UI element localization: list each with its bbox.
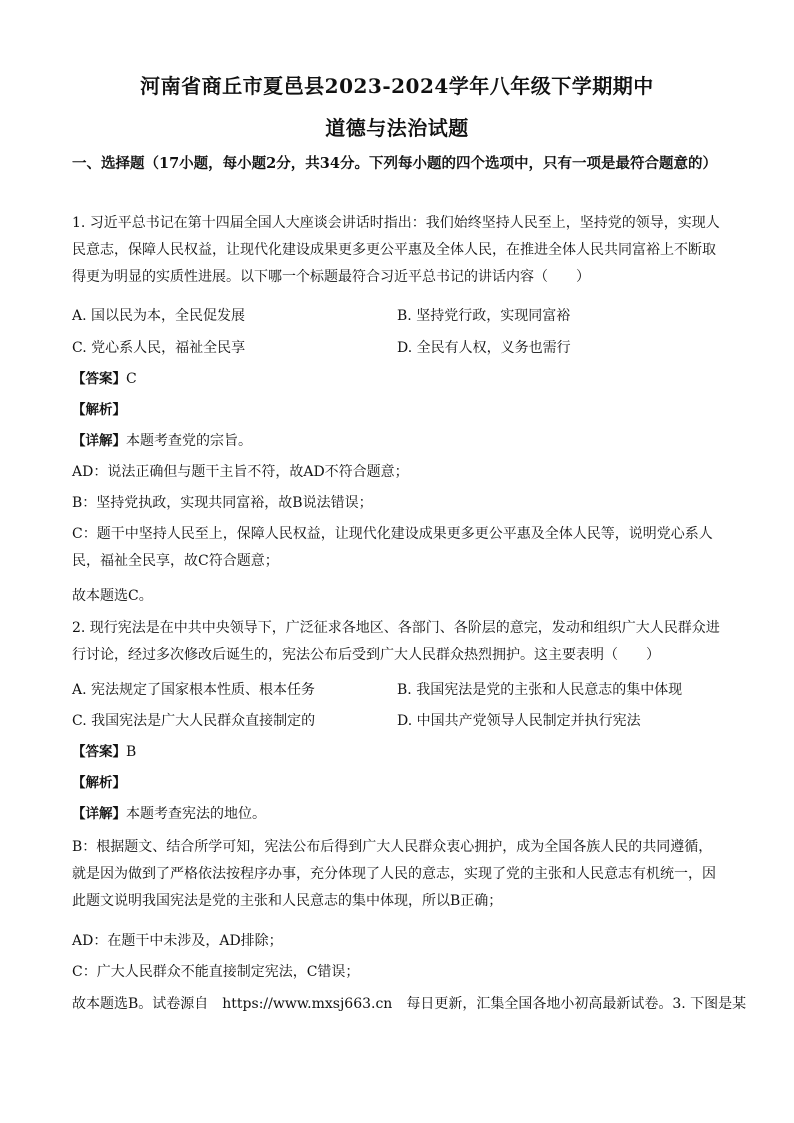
question-1-option-a: A. 国以民为本，全民促发展 xyxy=(72,308,246,324)
question-2-explanation-c: C：广大人民群众不能直接制定宪法，C错误； xyxy=(72,964,360,980)
answer-value: C xyxy=(126,371,137,387)
exam-title: 河南省商丘市夏邑县2023-2024学年八年级下学期期中 xyxy=(140,74,654,98)
question-2-answer xyxy=(72,739,722,766)
question-1-explanation-c: C：题干中坚持人民至上，保障人民权益，让现代化建设成果更多更公平惠及全体人民等，说明党心系人民，福祉全民享，故C符合题意； xyxy=(72,526,713,569)
answer-tag: 【答案】 xyxy=(72,371,126,387)
question-1-option-d: D. 全民有人权，义务也需行 xyxy=(397,340,571,356)
section-heading: 一、选择题（17小题，每小题2分，共34分。下列每小题的四个选项中，只有一项是最符合题意的） xyxy=(72,155,717,172)
question-2-conclusion-with-source: 故本题选B。试卷源自 https://www.mxsj663.cn 每日更新，汇集全国各地小初高最新试卷。3. 下图是某 xyxy=(72,996,747,1012)
question-1-explanation-ad: AD：说法正确但与题干主旨不符，故AD不符合题意； xyxy=(72,464,409,480)
question-2-option-a: A. 宪法规定了国家根本性质、根本任务 xyxy=(72,682,316,698)
question-1-stem: 1. 习近平总书记在第十四届全国人大座谈会讲话时指出：我们始终坚持人民至上，坚持党的领导，实现人民意志，保障人民权益，让现代化建设成果更多更公平惠及全体人民，在推进全体人民共同富裕上不断取得更为明显的实质性进展。以下哪一个标题最符合习近平总书记的讲话内容（ ） xyxy=(72,215,720,285)
answer-tag: 【答案】 xyxy=(72,744,126,760)
detail-text: 本题考查宪法的地位。 xyxy=(126,806,266,822)
analysis-tag: 【解析】 xyxy=(72,402,126,418)
question-2-analysis-tag xyxy=(72,770,722,797)
detail-text: 本题考查党的宗旨。 xyxy=(126,433,252,449)
question-1-option-b: B. 坚持党行政，实现同富裕 xyxy=(397,308,571,324)
analysis-tag: 【解析】 xyxy=(72,775,126,791)
question-1-detail xyxy=(72,428,722,455)
question-1-conclusion: 故本题选C。 xyxy=(72,588,153,604)
answer-value: B xyxy=(126,744,137,760)
question-2-explanation-b: B：根据题文、结合所学可知，宪法公布后得到广大人民群众衷心拥护，成为全国各族人民的共同遵循，就是因为做到了严格依法按程序办事，充分体现了人民的意志，实现了党的主张和人民意志有机统一，因此题文说明我国宪法是党的主张和人民意志的集中体现，所以B正确； xyxy=(72,839,716,909)
detail-tag: 【详解】 xyxy=(72,433,126,449)
detail-tag: 【详解】 xyxy=(72,806,126,822)
question-2-option-d: D. 中国共产党领导人民制定并执行宪法 xyxy=(397,713,641,729)
question-1-option-c: C. 党心系人民，福祉全民享 xyxy=(72,340,246,356)
question-2-option-c: C. 我国宪法是广大人民群众直接制定的 xyxy=(72,713,316,729)
question-2-option-b: B. 我国宪法是党的主张和人民意志的集中体现 xyxy=(397,682,683,698)
question-1-analysis-tag xyxy=(72,397,722,424)
question-2-stem: 2. 现行宪法是在中共中央领导下，广泛征求各地区、各部门、各阶层的意完，发动和组织广大人民群众进行讨论，经过多次修改后诞生的，宪法公布后受到广大人民群众热烈拥护。这主要表明（ ） xyxy=(72,620,720,663)
question-2-explanation-ad: AD：在题干中未涉及，AD排除； xyxy=(72,933,283,949)
question-1-answer xyxy=(72,366,722,393)
question-1-explanation-b: B：坚持党执政，实现共同富裕，故B说法错误； xyxy=(72,495,373,511)
question-2-detail xyxy=(72,801,722,828)
exam-subtitle: 道德与法治试题 xyxy=(325,116,469,140)
